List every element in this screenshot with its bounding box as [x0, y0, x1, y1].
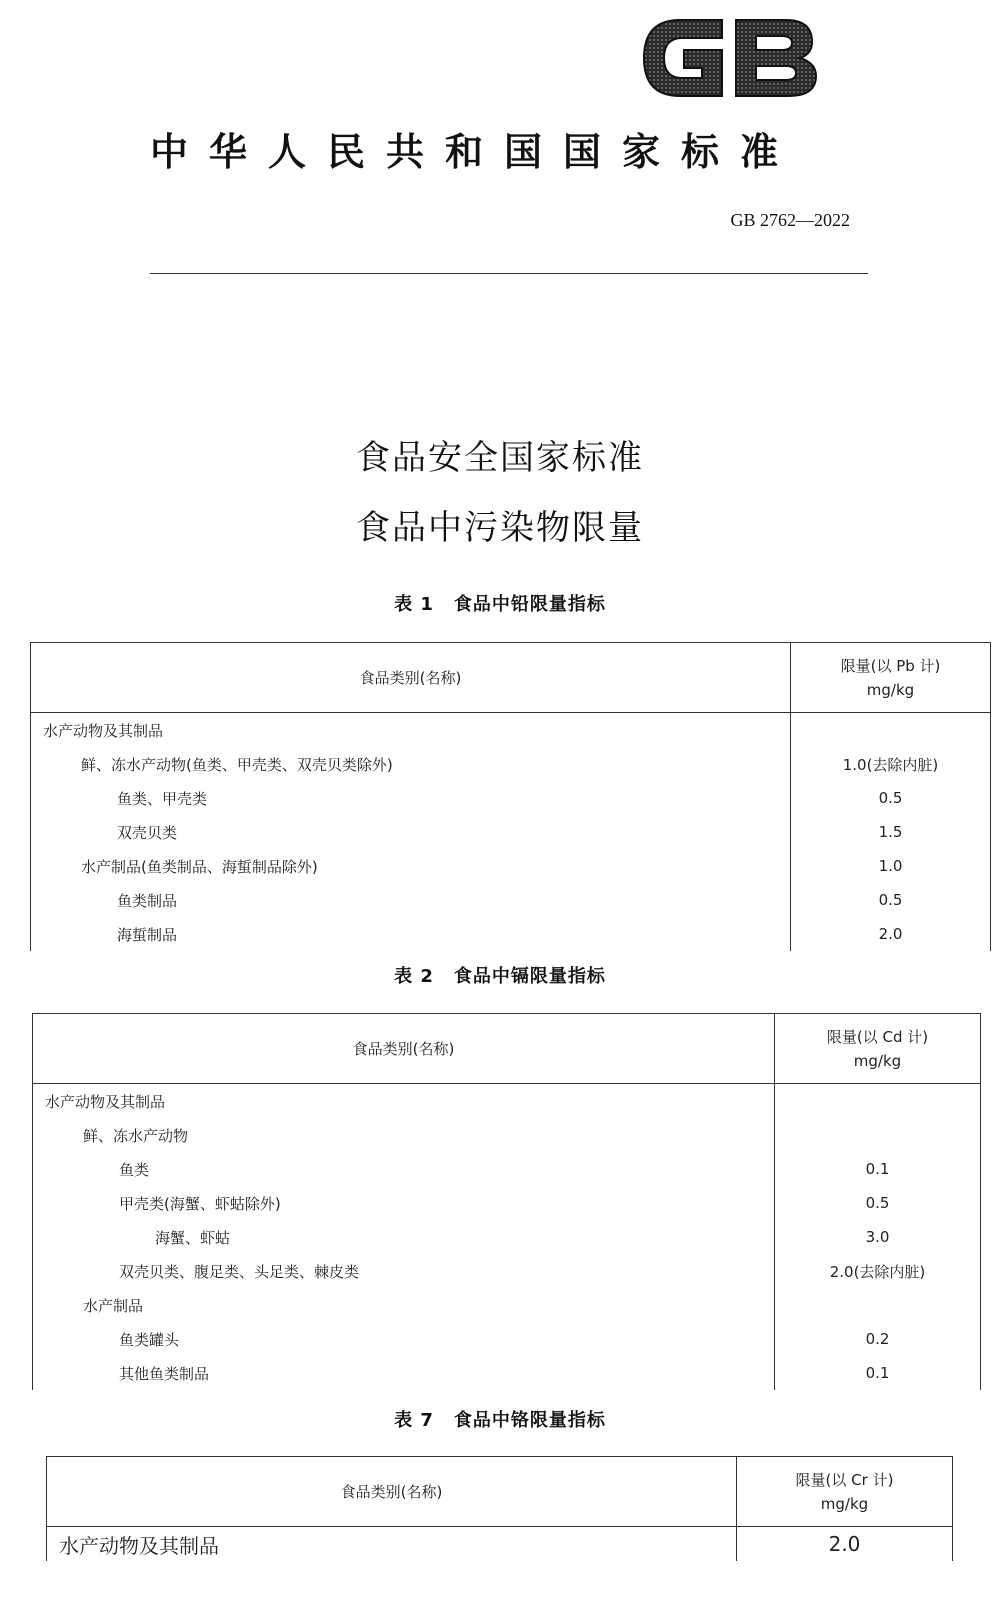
- table-row: [33, 1186, 981, 1220]
- header-limit-unit-element: 限量(以 Cr 计): [795, 1470, 894, 1489]
- row-category: 水产动物及其制品: [33, 1084, 775, 1119]
- document-title-line1: 食品安全国家标准: [356, 438, 644, 478]
- table-header-row: [33, 1014, 981, 1084]
- header-category: 食品类别(名称): [33, 1014, 775, 1084]
- table-row: [31, 815, 991, 849]
- header-limit-unit: mg/kg: [866, 680, 915, 699]
- table7-title: 食品中铬限量指标: [453, 1410, 606, 1431]
- header-limit: [775, 1014, 981, 1084]
- table-row: [31, 747, 991, 781]
- table-row: [33, 1288, 981, 1322]
- row-limit: 0.5: [878, 789, 903, 807]
- cadmium-limits-table: [32, 1013, 981, 1390]
- table-row: [31, 781, 991, 815]
- issuing-authority-title: 中华人民共和国国家标准: [150, 129, 800, 174]
- row-limit: 0.1: [865, 1160, 890, 1178]
- table7-number: 表 7: [394, 1410, 434, 1431]
- table-row: [31, 849, 991, 883]
- row-category: 鱼类、甲壳类: [31, 781, 791, 815]
- row-category: 鲜、冻水产动物(鱼类、甲壳类、双壳贝类除外): [31, 747, 791, 781]
- row-limit: 1.5: [878, 823, 903, 841]
- table2-number: 表 2: [394, 966, 434, 987]
- row-category: 鱼类制品: [31, 883, 791, 917]
- row-limit: [791, 713, 991, 748]
- row-category: 鱼类罐头: [33, 1322, 775, 1356]
- row-limit: 0.1: [865, 1364, 890, 1382]
- table-row: [33, 1220, 981, 1254]
- table-row: [33, 1322, 981, 1356]
- row-limit: [775, 1288, 981, 1322]
- table-row: [31, 883, 991, 917]
- row-category: 鱼类: [33, 1152, 775, 1186]
- row-limit: 0.5: [865, 1194, 890, 1212]
- standard-number: GB 2762—2022: [730, 210, 850, 230]
- row-category: 其他鱼类制品: [33, 1356, 775, 1390]
- row-category: 鲜、冻水产动物: [33, 1118, 775, 1152]
- header-category: 食品类别(名称): [47, 1457, 737, 1527]
- chromium-limits-table: [46, 1456, 953, 1561]
- header-limit: [791, 643, 991, 713]
- table2-title: 食品中镉限量指标: [453, 966, 606, 987]
- header-limit: [737, 1457, 953, 1527]
- row-category: 水产制品(鱼类制品、海蜇制品除外): [31, 849, 791, 883]
- table1-number: 表 1: [394, 594, 434, 615]
- table-row: [33, 1254, 981, 1288]
- row-category: 海蟹、虾蛄: [33, 1220, 775, 1254]
- document-title-line2: 食品中污染物限量: [356, 508, 644, 548]
- header-limit-unit-element: 限量(以 Cd 计): [826, 1027, 929, 1046]
- table7-caption: [0, 1406, 1000, 1432]
- table-row: [33, 1152, 981, 1186]
- row-category: 海蜇制品: [31, 917, 791, 951]
- table-header-row: [31, 643, 991, 713]
- row-limit: 0.2: [865, 1330, 890, 1348]
- gb-logo: [640, 10, 820, 106]
- row-category: 水产动物及其制品: [31, 713, 791, 748]
- row-limit: [775, 1084, 981, 1119]
- row-category: 甲壳类(海蟹、虾蛄除外): [33, 1186, 775, 1220]
- table-row: [33, 1084, 981, 1119]
- row-category: 水产制品: [33, 1288, 775, 1322]
- row-limit: 2.0(去除内脏): [829, 1262, 926, 1281]
- header-category: 食品类别(名称): [31, 643, 791, 713]
- header-limit-unit-element: 限量(以 Pb 计): [840, 656, 941, 675]
- row-limit: [775, 1118, 981, 1152]
- table-row: [47, 1527, 953, 1562]
- row-limit: 0.5: [878, 891, 903, 909]
- header-limit-unit: mg/kg: [853, 1051, 902, 1070]
- table-row: [33, 1356, 981, 1390]
- row-limit: 1.0: [878, 857, 903, 875]
- table-header-row: [47, 1457, 953, 1527]
- table1-caption: [0, 590, 1000, 616]
- table2-caption: [0, 962, 1000, 988]
- table-row: [31, 917, 991, 951]
- row-category: 水产动物及其制品: [47, 1527, 737, 1562]
- row-category: 双壳贝类: [31, 815, 791, 849]
- row-limit: 2.0: [828, 1532, 861, 1556]
- header-limit-unit: mg/kg: [820, 1494, 869, 1513]
- row-limit: 1.0(去除内脏): [842, 755, 939, 774]
- header-divider: [150, 273, 868, 274]
- table-row: [33, 1118, 981, 1152]
- row-limit: 3.0: [865, 1228, 890, 1246]
- table-row: [31, 713, 991, 748]
- lead-limits-table: [30, 642, 991, 951]
- table1-title: 食品中铅限量指标: [453, 594, 606, 615]
- row-limit: 2.0: [878, 925, 903, 943]
- row-category: 双壳贝类、腹足类、头足类、棘皮类: [33, 1254, 775, 1288]
